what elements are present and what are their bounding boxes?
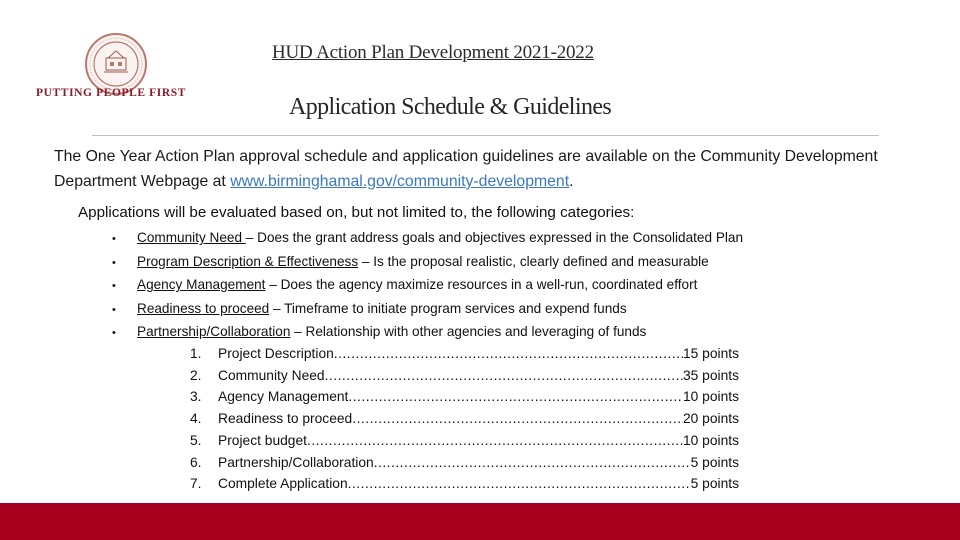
criteria-term: Agency Management [137,277,266,292]
list-item [112,274,743,298]
scoring-label: Project Description [218,346,334,361]
logo-text: PUTTING PEOPLE FIRST [36,87,187,99]
criteria-term: Community Need [137,230,246,245]
scoring-row [190,473,739,495]
scoring-number: 1. [190,346,202,361]
list-item [112,251,743,275]
scoring-list [190,343,739,495]
dot-leader [348,386,683,408]
scoring-row [190,386,739,408]
scoring-points: 10 points [683,432,739,448]
criteria-desc: – Does the grant address goals and objectives expressed in the Consolidated Plan [245,230,744,245]
scoring-label: Complete Application [218,476,348,492]
scoring-label: Community Need [218,367,325,383]
bullet-icon: • [112,303,116,316]
bullet-icon: • [112,327,116,339]
scoring-points: 10 points [683,389,739,405]
list-item [112,227,743,251]
dot-leader [307,430,683,452]
criteria-desc: – Relationship with other agencies and leveraging of funds [290,324,647,339]
scoring-row [190,430,739,452]
scoring-label: Readiness to proceed [218,411,353,427]
scoring-points: 5 points [690,454,739,470]
scoring-points: 5 points [690,476,739,492]
intro-period: . [569,173,574,190]
scoring-row [190,408,739,430]
intro-text: The One Year Action Plan approval schedule and application guidelines are available on the Community Development Department Webpage at [54,148,878,190]
criteria-desc: – Timeframe to initiate program services and expend funds [269,300,627,316]
scoring-number: 3. [190,389,202,405]
dot-leader [348,473,691,495]
dot-leader [334,343,683,365]
scoring-row [190,343,739,365]
bullet-icon: • [112,233,116,245]
criteria-list [112,227,743,345]
criteria-term: Readiness to proceed [137,300,270,316]
criteria-heading: Applications will be evaluated based on, but not limited to, the following categories: [78,204,635,221]
scoring-row [190,452,739,474]
scoring-number: 5. [190,432,202,448]
scoring-label: Partnership/Collaboration [218,454,374,470]
scoring-points: 35 points [683,367,739,383]
bullet-icon: • [112,280,116,292]
criteria-desc: – Is the proposal realistic, clearly defined and measurable [358,253,709,269]
scoring-number: 7. [190,476,202,492]
criteria-term: Program Description & Effectiveness [137,253,359,269]
slide-title: Application Schedule & Guidelines [289,94,612,120]
list-item [112,321,743,345]
criteria-term: Partnership/Collaboration [137,324,291,339]
title-divider [92,135,879,136]
dot-leader [374,452,691,474]
footer-bar [0,503,960,540]
criteria-desc: – Does the agency maximize resources in a well-run, coordinated effort [265,277,698,292]
community-development-link[interactable]: www.birminghamal.gov/community-development [230,173,570,190]
scoring-number: 2. [190,367,202,383]
list-item [112,298,743,322]
bullet-icon: • [112,256,116,269]
intro-paragraph [54,144,914,194]
scoring-label: Agency Management [218,389,349,405]
scoring-row [190,365,739,387]
dot-leader [352,408,683,430]
scoring-number: 4. [190,411,202,427]
deck-title: HUD Action Plan Development 2021-2022 [272,42,594,63]
scoring-points: 20 points [683,411,739,427]
dot-leader [325,365,683,387]
scoring-number: 6. [190,454,202,470]
scoring-points: 15 points [683,346,739,361]
scoring-label: Project budget [218,432,307,448]
